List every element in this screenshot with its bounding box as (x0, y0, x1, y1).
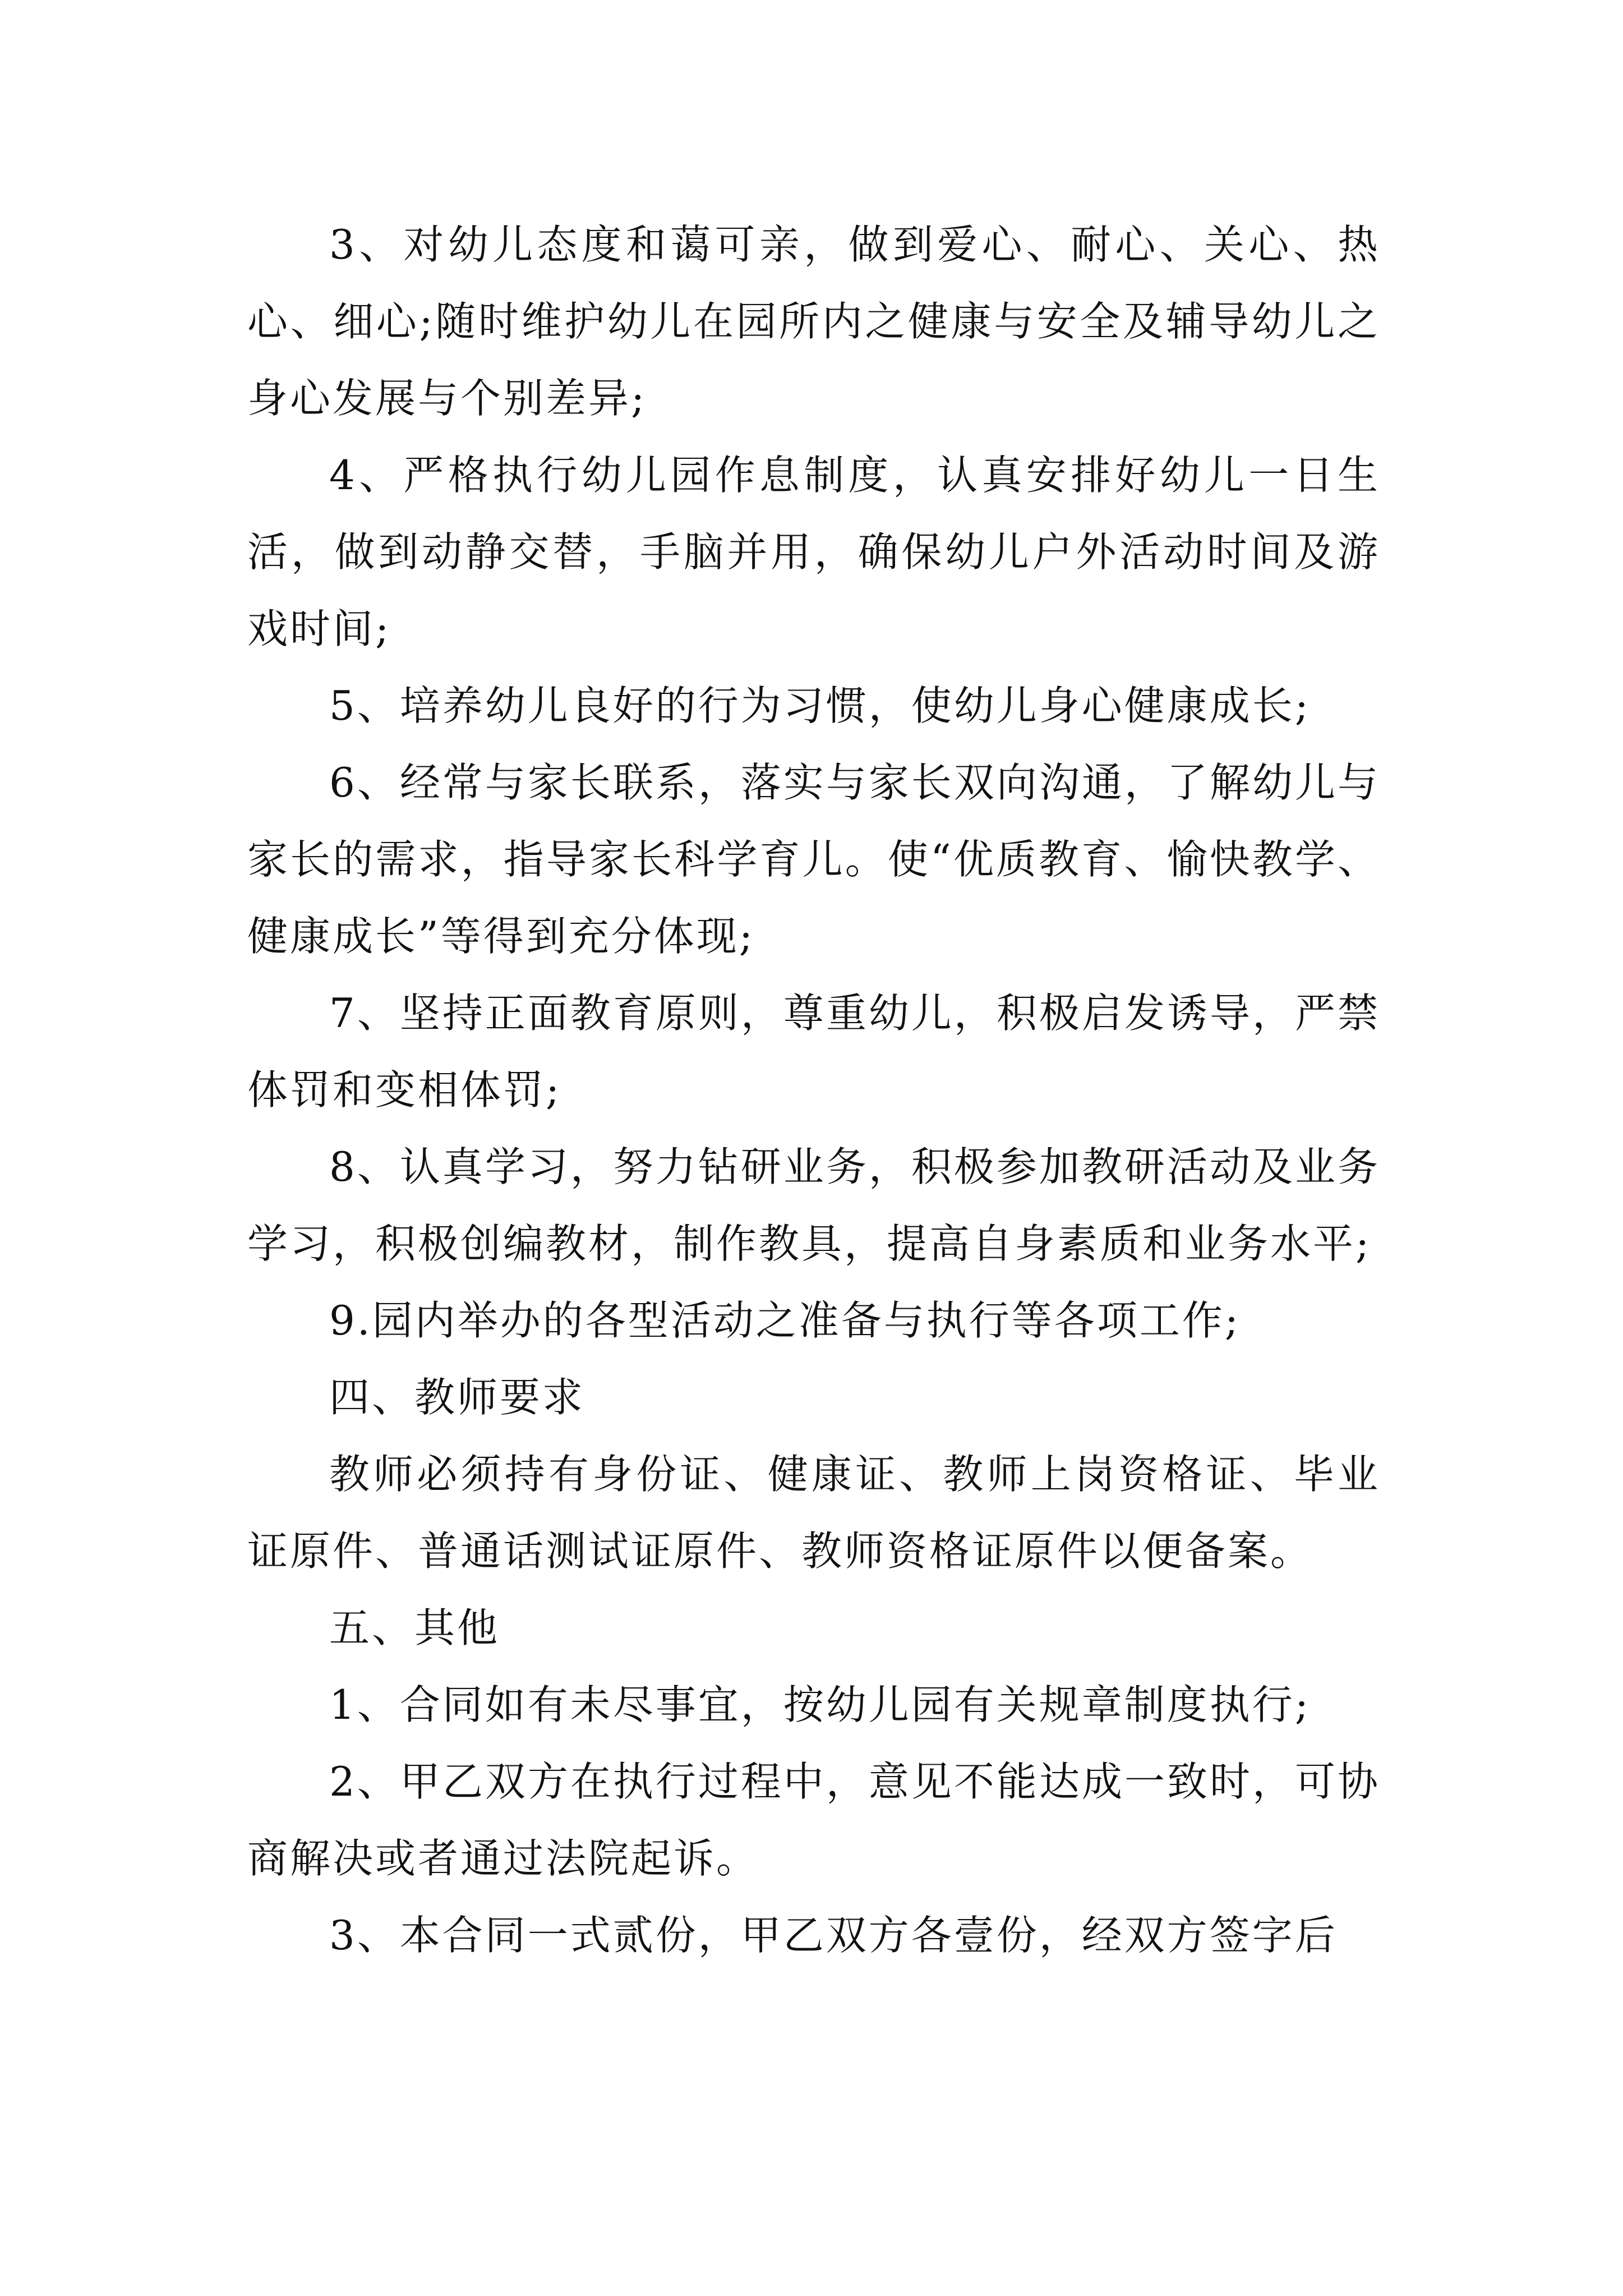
section-heading-teacher-requirements: 四、教师要求 (329, 1374, 585, 1421)
paragraph-other-2: 2、甲乙双方在执行过程中，意见不能达成一致时，可协商解决或者通过法院起诉。 (247, 1758, 1380, 1882)
paragraph-other-1: 1、合同如有未尽事宜，按幼儿园有关规章制度执行; (329, 1681, 1311, 1728)
paragraph-duty-8: 8、认真学习，努力钻研业务，积极参加教研活动及业务学习，积极创编教材，制作教具，提高自身素质和业务水平; (247, 1143, 1380, 1267)
paragraph-duty-3: 3、对幼儿态度和蔼可亲，做到爱心、耐心、关心、热心、细心;随时维护幼儿在园所内之健康与安全及辅导幼儿之身心发展与个别差异; (247, 221, 1380, 422)
document-body (247, 206, 1380, 1974)
paragraph-duty-9: 9.园内举办的各型活动之准备与执行等各项工作; (329, 1297, 1241, 1344)
section-heading-other: 五、其他 (329, 1604, 500, 1651)
paragraph-teacher-requirements: 教师必须持有身份证、健康证、教师上岗资格证、毕业证原件、普通话测试证原件、教师资格证原件以便备案。 (247, 1451, 1380, 1575)
paragraph-duty-5: 5、培养幼儿良好的行为习惯，使幼儿身心健康成长; (329, 682, 1311, 729)
paragraph-duty-7: 7、坚持正面教育原则，尊重幼儿，积极启发诱导，严禁体罚和变相体罚; (247, 990, 1380, 1114)
paragraph-duty-4: 4、严格执行幼儿园作息制度，认真安排好幼儿一日生活，做到动静交替，手脑并用，确保幼儿户外活动时间及游戏时间; (247, 452, 1380, 652)
paragraph-duty-6: 6、经常与家长联系，落实与家长双向沟通，了解幼儿与家长的需求，指导家长科学育儿。使“优质教育、愉快教学、健康成长”等得到充分体现; (247, 759, 1380, 960)
paragraph-other-3: 3、本合同一式贰份，甲乙双方各壹份，经双方签字后 (329, 1912, 1338, 1959)
